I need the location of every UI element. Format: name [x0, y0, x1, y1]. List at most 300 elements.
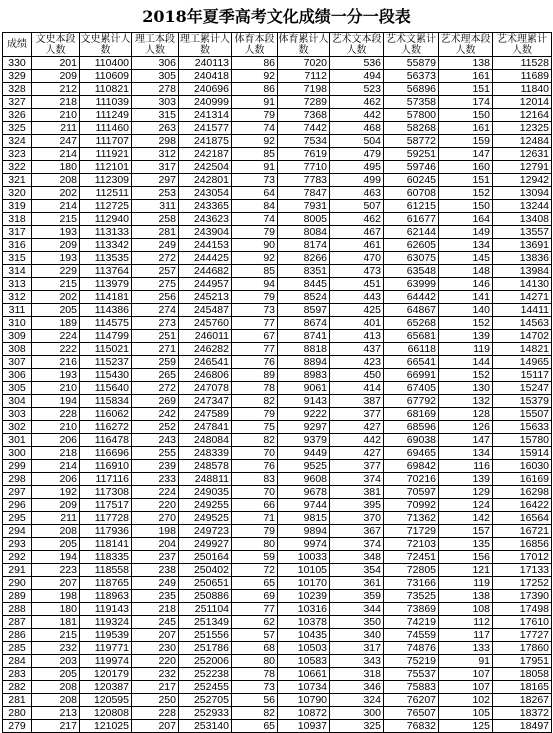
count-cell: 69842: [384, 460, 439, 473]
count-cell: 377: [330, 408, 384, 421]
score-cell: 322: [3, 161, 32, 174]
count-cell: 204: [132, 538, 179, 551]
count-cell: 94: [232, 278, 278, 291]
count-cell: 230: [132, 642, 179, 655]
count-cell: 209: [32, 70, 80, 83]
count-cell: 161: [439, 70, 493, 83]
count-cell: 344: [330, 603, 384, 616]
table-row: [3, 174, 552, 187]
count-cell: 318: [330, 668, 384, 681]
count-cell: 119324: [80, 616, 132, 629]
count-cell: 249: [132, 577, 179, 590]
score-cell: 297: [3, 486, 32, 499]
count-cell: 473: [330, 265, 384, 278]
score-cell: 312: [3, 291, 32, 304]
count-cell: 64: [232, 187, 278, 200]
score-cell: 329: [3, 70, 32, 83]
count-cell: 141: [439, 291, 493, 304]
count-cell: 8266: [278, 252, 330, 265]
table-row: [3, 642, 552, 655]
score-cell: 318: [3, 213, 32, 226]
count-cell: 207: [132, 629, 179, 642]
score-cell: 284: [3, 655, 32, 668]
count-cell: 8674: [278, 317, 330, 330]
count-cell: 228: [132, 707, 179, 720]
count-cell: 72805: [384, 564, 439, 577]
count-cell: 274: [132, 304, 179, 317]
count-cell: 111460: [80, 122, 132, 135]
score-cell: 302: [3, 421, 32, 434]
table-body: [3, 57, 552, 733]
count-cell: 72451: [384, 551, 439, 564]
count-cell: 7783: [278, 174, 330, 187]
count-cell: 243904: [179, 226, 232, 239]
count-cell: 9061: [278, 382, 330, 395]
count-cell: 113764: [80, 265, 132, 278]
count-cell: 65681: [384, 330, 439, 343]
count-cell: 297: [132, 174, 179, 187]
count-cell: 229: [32, 265, 80, 278]
count-cell: 105: [439, 707, 493, 720]
count-cell: 18058: [493, 668, 552, 681]
count-cell: 10583: [278, 655, 330, 668]
count-cell: 359: [330, 590, 384, 603]
count-cell: 263: [132, 122, 179, 135]
score-cell: 321: [3, 174, 32, 187]
count-cell: 73: [232, 174, 278, 187]
score-cell: 306: [3, 369, 32, 382]
column-header: 理工本段人数: [132, 33, 179, 57]
count-cell: 246541: [179, 356, 232, 369]
score-cell: 289: [3, 590, 32, 603]
count-cell: 255: [132, 447, 179, 460]
count-cell: 57358: [384, 96, 439, 109]
count-cell: 114181: [80, 291, 132, 304]
count-cell: 470: [330, 252, 384, 265]
count-cell: 198: [132, 525, 179, 538]
score-cell: 327: [3, 96, 32, 109]
count-cell: 18497: [493, 720, 552, 733]
count-cell: 217: [132, 681, 179, 694]
count-cell: 244153: [179, 239, 232, 252]
table-row: [3, 720, 552, 733]
count-cell: 8084: [278, 226, 330, 239]
count-cell: 9222: [278, 408, 330, 421]
count-cell: 118558: [80, 564, 132, 577]
count-cell: 427: [330, 421, 384, 434]
count-cell: 224: [132, 486, 179, 499]
count-cell: 213: [32, 707, 80, 720]
count-cell: 114799: [80, 330, 132, 343]
count-cell: 270: [132, 512, 179, 525]
count-cell: 343: [330, 655, 384, 668]
count-cell: 251786: [179, 642, 232, 655]
count-cell: 218: [132, 603, 179, 616]
table-row: [3, 460, 552, 473]
count-cell: 157: [439, 525, 493, 538]
count-cell: 401: [330, 317, 384, 330]
score-cell: 299: [3, 460, 32, 473]
count-cell: 247: [32, 135, 80, 148]
count-cell: 414: [330, 382, 384, 395]
table-row: [3, 83, 552, 96]
count-cell: 247841: [179, 421, 232, 434]
count-cell: 80: [232, 655, 278, 668]
count-cell: 8445: [278, 278, 330, 291]
count-cell: 13244: [493, 200, 552, 213]
count-cell: 70992: [384, 499, 439, 512]
count-cell: 116272: [80, 421, 132, 434]
count-cell: 180: [32, 161, 80, 174]
count-cell: 86: [232, 83, 278, 96]
count-cell: 193: [32, 369, 80, 382]
count-cell: 112309: [80, 174, 132, 187]
count-cell: 340: [330, 629, 384, 642]
count-cell: 120387: [80, 681, 132, 694]
count-cell: 17951: [493, 655, 552, 668]
score-cell: 291: [3, 564, 32, 577]
count-cell: 110400: [80, 57, 132, 70]
count-cell: 9894: [278, 525, 330, 538]
count-cell: 117936: [80, 525, 132, 538]
score-cell: 290: [3, 577, 32, 590]
count-cell: 462: [330, 213, 384, 226]
column-header: 体育累计人数: [278, 33, 329, 56]
count-cell: 133: [439, 642, 493, 655]
count-cell: 247078: [179, 382, 232, 395]
count-cell: 215: [32, 278, 80, 291]
count-cell: 13408: [493, 213, 552, 226]
count-cell: 15117: [493, 369, 552, 382]
count-cell: 8351: [278, 265, 330, 278]
count-cell: 13557: [493, 226, 552, 239]
count-cell: 84: [232, 200, 278, 213]
count-cell: 112101: [80, 161, 132, 174]
table-row: [3, 122, 552, 135]
count-cell: 16422: [493, 499, 552, 512]
count-cell: 253140: [179, 720, 232, 733]
count-cell: 70216: [384, 473, 439, 486]
count-cell: 164: [439, 213, 493, 226]
count-cell: 55879: [384, 57, 439, 70]
count-cell: 232: [132, 668, 179, 681]
count-cell: 116910: [80, 460, 132, 473]
count-cell: 73869: [384, 603, 439, 616]
table-row: [3, 525, 552, 538]
score-cell: 320: [3, 187, 32, 200]
count-cell: 216: [32, 356, 80, 369]
count-cell: 115430: [80, 369, 132, 382]
count-cell: 17390: [493, 590, 552, 603]
count-cell: 507: [330, 200, 384, 213]
count-cell: 252006: [179, 655, 232, 668]
count-cell: 324: [330, 694, 384, 707]
count-cell: 120179: [80, 668, 132, 681]
count-cell: 18267: [493, 694, 552, 707]
score-cell: 330: [3, 57, 32, 70]
count-cell: 206: [32, 434, 80, 447]
count-cell: 86: [232, 57, 278, 70]
count-cell: 9678: [278, 486, 330, 499]
table-row: [3, 564, 552, 577]
count-cell: 77: [232, 603, 278, 616]
count-cell: 395: [330, 499, 384, 512]
count-cell: 240418: [179, 70, 232, 83]
count-cell: 62: [232, 616, 278, 629]
count-cell: 249927: [179, 538, 232, 551]
count-cell: 252455: [179, 681, 232, 694]
count-cell: 193: [32, 226, 80, 239]
count-cell: 58772: [384, 135, 439, 148]
count-cell: 209: [32, 239, 80, 252]
count-cell: 206: [32, 473, 80, 486]
count-cell: 144: [439, 356, 493, 369]
count-cell: 9449: [278, 447, 330, 460]
count-cell: 451: [330, 278, 384, 291]
count-cell: 121: [439, 564, 493, 577]
count-cell: 218: [32, 96, 80, 109]
score-cell: 305: [3, 382, 32, 395]
count-cell: 59: [232, 551, 278, 564]
count-cell: 92: [232, 70, 278, 83]
count-cell: 244957: [179, 278, 232, 291]
score-cell: 309: [3, 330, 32, 343]
count-cell: 110821: [80, 83, 132, 96]
count-cell: 450: [330, 369, 384, 382]
count-cell: 118141: [80, 538, 132, 551]
count-cell: 244425: [179, 252, 232, 265]
count-cell: 192: [32, 486, 80, 499]
score-cell: 315: [3, 252, 32, 265]
count-cell: 56373: [384, 70, 439, 83]
count-cell: 116478: [80, 434, 132, 447]
score-cell: 283: [3, 668, 32, 681]
count-cell: 68596: [384, 421, 439, 434]
count-cell: 256: [132, 291, 179, 304]
table-row: [3, 499, 552, 512]
count-cell: 201: [32, 57, 80, 70]
count-cell: 269: [132, 395, 179, 408]
count-cell: 116: [439, 460, 493, 473]
table-row: [3, 486, 552, 499]
count-cell: 14563: [493, 317, 552, 330]
count-cell: 67: [232, 330, 278, 343]
count-cell: 17860: [493, 642, 552, 655]
count-cell: 425: [330, 304, 384, 317]
count-cell: 156: [439, 551, 493, 564]
count-cell: 14965: [493, 356, 552, 369]
count-cell: 15633: [493, 421, 552, 434]
count-cell: 78: [232, 382, 278, 395]
count-cell: 12791: [493, 161, 552, 174]
score-cell: 304: [3, 395, 32, 408]
table-header-row: [3, 33, 552, 57]
count-cell: 367: [330, 525, 384, 538]
count-cell: 7289: [278, 96, 330, 109]
count-cell: 210: [32, 421, 80, 434]
count-cell: 370: [330, 512, 384, 525]
count-cell: 73: [232, 681, 278, 694]
count-cell: 7198: [278, 83, 330, 96]
count-cell: 413: [330, 330, 384, 343]
count-cell: 208: [32, 525, 80, 538]
count-cell: 210: [32, 109, 80, 122]
count-cell: 298: [132, 135, 179, 148]
score-cell: 301: [3, 434, 32, 447]
count-cell: 159: [439, 135, 493, 148]
count-cell: 9974: [278, 538, 330, 551]
score-cell: 326: [3, 109, 32, 122]
count-cell: 8005: [278, 213, 330, 226]
count-cell: 180: [32, 603, 80, 616]
count-cell: 148: [439, 265, 493, 278]
count-cell: 15507: [493, 408, 552, 421]
count-cell: 17610: [493, 616, 552, 629]
count-cell: 15247: [493, 382, 552, 395]
count-cell: 7847: [278, 187, 330, 200]
count-cell: 18372: [493, 707, 552, 720]
count-cell: 243054: [179, 187, 232, 200]
count-cell: 203: [32, 655, 80, 668]
count-cell: 151: [439, 174, 493, 187]
count-cell: 83: [232, 473, 278, 486]
count-cell: 9297: [278, 421, 330, 434]
table-row: [3, 551, 552, 564]
count-cell: 224: [32, 330, 80, 343]
score-cell: 281: [3, 694, 32, 707]
count-cell: 79: [232, 408, 278, 421]
score-cell: 313: [3, 278, 32, 291]
count-cell: 247589: [179, 408, 232, 421]
count-cell: 381: [330, 486, 384, 499]
table-row: [3, 603, 552, 616]
count-cell: 70597: [384, 486, 439, 499]
count-cell: 250886: [179, 590, 232, 603]
count-cell: 75883: [384, 681, 439, 694]
count-cell: 134: [439, 447, 493, 460]
count-cell: 238: [132, 564, 179, 577]
count-cell: 75537: [384, 668, 439, 681]
count-cell: 220: [132, 655, 179, 668]
count-cell: 325: [330, 720, 384, 733]
count-cell: 361: [330, 577, 384, 590]
score-cell: 292: [3, 551, 32, 564]
count-cell: 499: [330, 174, 384, 187]
count-cell: 18165: [493, 681, 552, 694]
count-cell: 58268: [384, 122, 439, 135]
count-cell: 258: [132, 213, 179, 226]
count-cell: 16721: [493, 525, 552, 538]
count-cell: 76832: [384, 720, 439, 733]
count-cell: 246282: [179, 343, 232, 356]
count-cell: 387: [330, 395, 384, 408]
count-cell: 12014: [493, 96, 552, 109]
count-cell: 56: [232, 694, 278, 707]
count-cell: 61677: [384, 213, 439, 226]
count-cell: 107: [439, 668, 493, 681]
count-cell: 220: [132, 499, 179, 512]
count-cell: 504: [330, 135, 384, 148]
count-cell: 249: [132, 239, 179, 252]
count-cell: 13094: [493, 187, 552, 200]
count-cell: 7442: [278, 122, 330, 135]
count-cell: 80: [232, 538, 278, 551]
count-cell: 346: [330, 681, 384, 694]
count-cell: 12164: [493, 109, 552, 122]
count-cell: 70: [232, 447, 278, 460]
column-header: 成绩: [3, 33, 32, 57]
count-cell: 377: [330, 460, 384, 473]
count-cell: 235: [132, 590, 179, 603]
count-cell: 12942: [493, 174, 552, 187]
count-cell: 250402: [179, 564, 232, 577]
table-row: [3, 226, 552, 239]
count-cell: 243365: [179, 200, 232, 213]
count-cell: 14271: [493, 291, 552, 304]
count-cell: 198: [32, 590, 80, 603]
count-cell: 118765: [80, 577, 132, 590]
count-cell: 245760: [179, 317, 232, 330]
column-header: 理工累计人数: [180, 33, 230, 56]
score-cell: 303: [3, 408, 32, 421]
count-cell: 110609: [80, 70, 132, 83]
count-cell: 248811: [179, 473, 232, 486]
count-cell: 249723: [179, 525, 232, 538]
score-cell: 308: [3, 343, 32, 356]
count-cell: 242801: [179, 174, 232, 187]
count-cell: 14702: [493, 330, 552, 343]
count-cell: 281: [132, 226, 179, 239]
page-title: 2018年夏季高考文化成绩一分一段表: [142, 7, 411, 26]
count-cell: 66: [232, 499, 278, 512]
count-cell: 207: [132, 720, 179, 733]
count-cell: 249255: [179, 499, 232, 512]
count-cell: 75219: [384, 655, 439, 668]
count-cell: 150: [439, 109, 493, 122]
count-cell: 251556: [179, 629, 232, 642]
table-row: [3, 707, 552, 720]
score-cell: 311: [3, 304, 32, 317]
count-cell: 64442: [384, 291, 439, 304]
count-cell: 16856: [493, 538, 552, 551]
count-cell: 108: [439, 603, 493, 616]
table-row: [3, 213, 552, 226]
count-cell: 239: [132, 460, 179, 473]
count-cell: 241314: [179, 109, 232, 122]
table-row: [3, 252, 552, 265]
count-cell: 119539: [80, 629, 132, 642]
count-cell: 10033: [278, 551, 330, 564]
score-cell: 328: [3, 83, 32, 96]
score-cell: 295: [3, 512, 32, 525]
count-cell: 68: [232, 642, 278, 655]
count-cell: 215: [32, 213, 80, 226]
score-cell: 316: [3, 239, 32, 252]
count-cell: 242: [132, 408, 179, 421]
count-cell: 208: [32, 694, 80, 707]
count-cell: 467: [330, 226, 384, 239]
count-cell: 8818: [278, 343, 330, 356]
count-cell: 76: [232, 356, 278, 369]
count-cell: 90: [232, 239, 278, 252]
column-header: 艺术文本段人数: [331, 33, 382, 56]
count-cell: 91: [232, 96, 278, 109]
count-cell: 73525: [384, 590, 439, 603]
count-cell: 251104: [179, 603, 232, 616]
count-cell: 111921: [80, 148, 132, 161]
count-cell: 523: [330, 83, 384, 96]
table-row: [3, 96, 552, 109]
